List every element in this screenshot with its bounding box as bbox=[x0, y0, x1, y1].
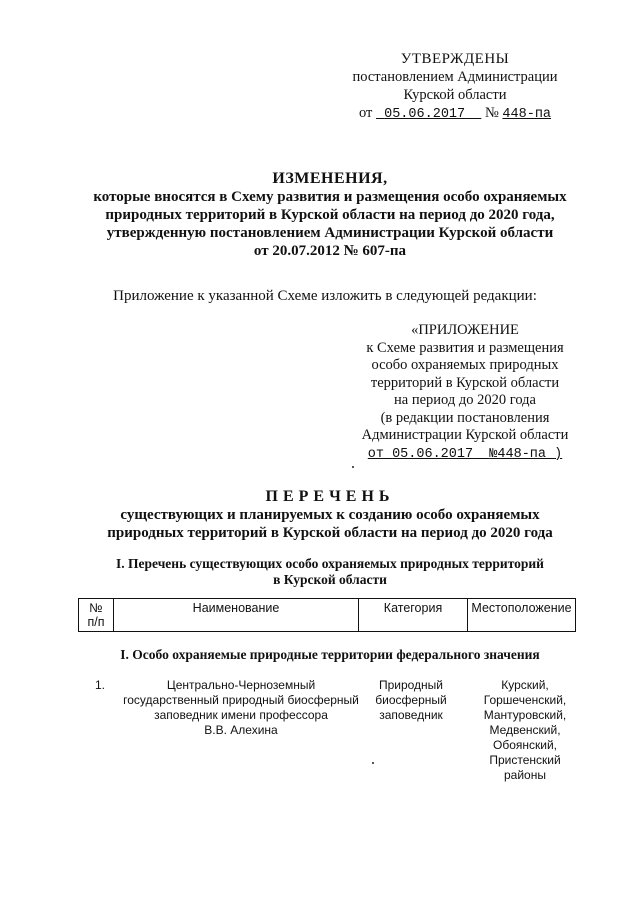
section-heading bbox=[100, 556, 560, 588]
approval-date: 05.06.2017 bbox=[384, 107, 466, 122]
row-number: 1. bbox=[95, 678, 106, 692]
perechen-line: природных территорий в Курской области на период до 2020 года bbox=[107, 525, 553, 541]
changes-line: утвержденную постановлением Администрации Курской области bbox=[106, 225, 554, 241]
col-name-header: Наименование bbox=[114, 599, 359, 632]
col-number-header: № п/п bbox=[79, 599, 114, 632]
changes-line: которые вносятся в Схему развития и размещения особо охраняемых bbox=[93, 189, 567, 205]
federal-section-title: I. Особо охраняемые природные территории федерального значения bbox=[120, 647, 540, 662]
section-heading-line-1: I. Перечень существующих особо охраняемых природных территорий bbox=[116, 556, 544, 571]
row-category: Природный биосферный заповедник bbox=[375, 678, 447, 722]
approval-number: 448-па bbox=[502, 107, 552, 122]
changes-heading-block bbox=[80, 170, 580, 260]
perechen-heading-block bbox=[80, 488, 580, 542]
col-category-header: Категория bbox=[359, 599, 468, 632]
appendix-line: территорий в Курской области bbox=[370, 374, 560, 391]
approval-date-line bbox=[330, 104, 580, 124]
appendix-block bbox=[340, 322, 590, 463]
perechen-line: существующих и планируемых к созданию особо охраняемых bbox=[120, 507, 540, 523]
approval-num-prefix: № bbox=[484, 105, 499, 121]
appendix-line: особо охраняемых природных bbox=[371, 357, 559, 373]
appendix-date-line bbox=[340, 445, 590, 464]
appendix-line: (в редакции постановления bbox=[380, 409, 550, 426]
scan-speck bbox=[352, 466, 354, 468]
approval-block bbox=[330, 50, 580, 124]
appendix-date-number: от 05.06.2017 №448-па ) bbox=[367, 446, 563, 462]
approval-from-prefix: от bbox=[358, 105, 373, 121]
perechen-heading: ПЕРЕЧЕНЬ bbox=[265, 488, 395, 505]
appendix-line: на период до 2020 года bbox=[394, 392, 536, 408]
changes-line: от 20.07.2012 № 607-па bbox=[253, 243, 407, 259]
approval-line-2: Курской области bbox=[403, 87, 507, 103]
approval-title: УТВЕРЖДЕНЫ bbox=[400, 51, 510, 67]
changes-heading: ИЗМЕНЕНИЯ, bbox=[272, 170, 388, 187]
appendix-line: Администрации Курской области bbox=[361, 427, 569, 443]
territories-table-header bbox=[78, 598, 576, 632]
row-name: Центрально-Черноземный государственный природный биосферный заповедник имени профессора В.В. Алехина bbox=[123, 678, 359, 737]
approval-line-1: постановлением Администрации bbox=[352, 69, 558, 85]
intro-text: Приложение к указанной Схеме изложить в следующей редакции: bbox=[113, 288, 537, 304]
section-heading-line-2: в Курской области bbox=[273, 572, 387, 587]
appendix-line: «ПРИЛОЖЕНИЕ bbox=[411, 322, 519, 338]
row-location: Курский, Горшеченский, Мантуровский, Медвенский, Обоянский, Пристенский районы bbox=[483, 678, 567, 782]
changes-line: природных территорий в Курской области на период до 2020 года, bbox=[105, 207, 555, 223]
appendix-line: к Схеме развития и размещения bbox=[366, 339, 564, 356]
col-location-header: Местоположение bbox=[468, 599, 576, 632]
scan-speck bbox=[372, 762, 374, 764]
